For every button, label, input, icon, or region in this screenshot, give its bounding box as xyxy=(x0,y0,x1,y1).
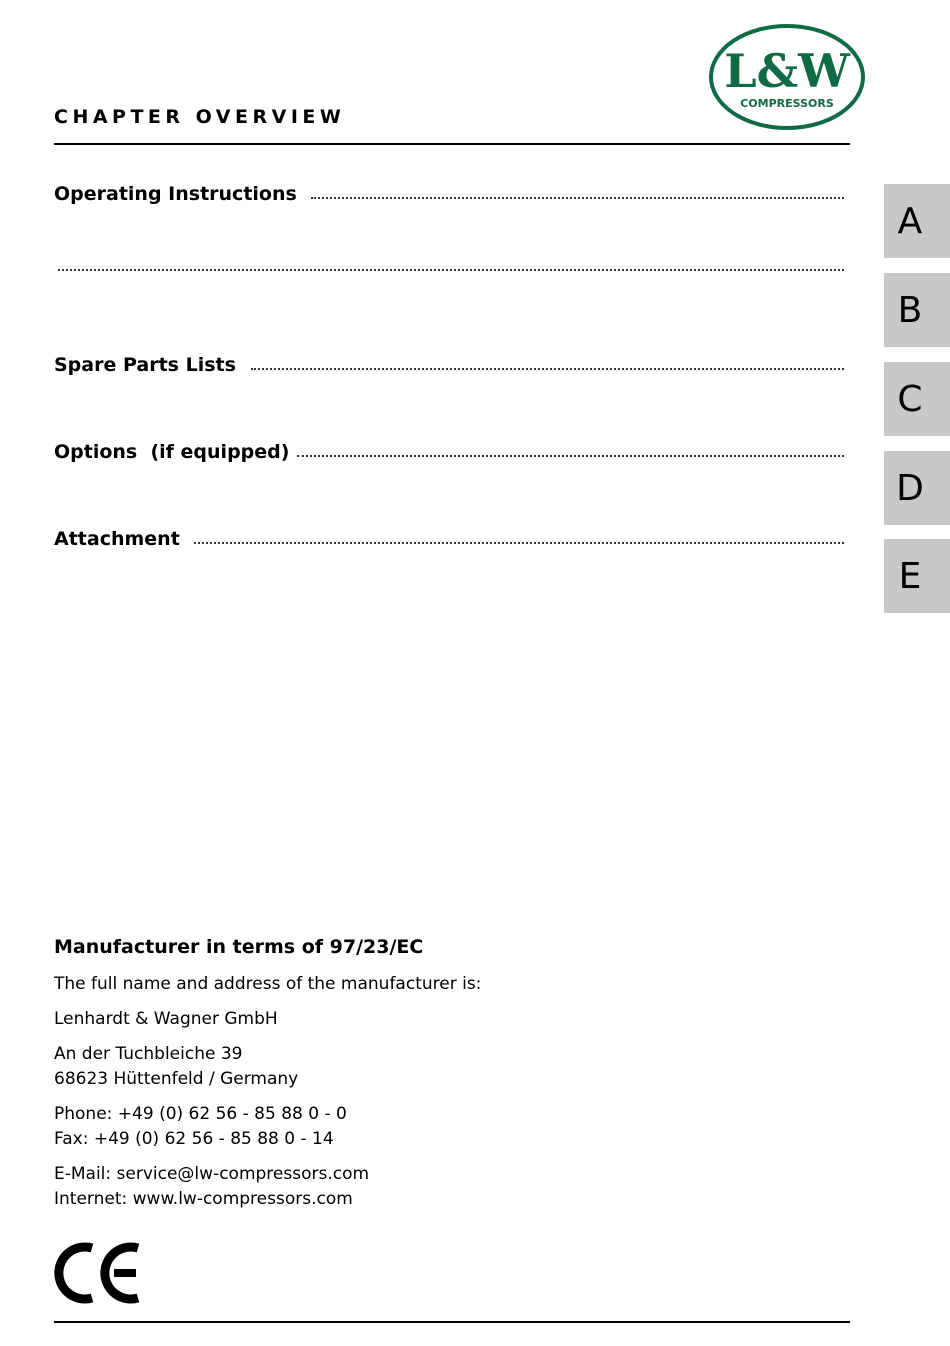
manufacturer-online xyxy=(54,1162,654,1212)
toc-label: Attachment xyxy=(54,528,187,550)
chapter-tab-a[interactable]: A xyxy=(884,184,950,258)
chapter-tab-b[interactable]: B xyxy=(884,273,950,347)
toc-label: Options (if equipped) xyxy=(54,441,290,463)
manufacturer-company: Lenhardt & Wagner GmbH xyxy=(54,1009,278,1029)
toc-leader xyxy=(58,269,844,271)
logo-brand: L&W xyxy=(724,44,850,98)
toc-blank-entry[interactable] xyxy=(54,269,844,277)
footer-divider xyxy=(54,1321,850,1323)
phone: Phone: +49 (0) 62 56 - 85 88 0 - 0 xyxy=(54,1104,347,1124)
toc-label: Spare Parts Lists xyxy=(54,354,243,376)
toc-leader xyxy=(194,542,844,544)
chapter-tab-d[interactable]: D xyxy=(884,451,950,525)
ce-mark-icon xyxy=(54,1240,142,1306)
manufacturer-section xyxy=(54,936,654,1222)
header-divider xyxy=(54,143,850,145)
manufacturer-contact xyxy=(54,1102,654,1152)
toc-label: Operating Instructions xyxy=(54,183,304,205)
toc-operating-instructions[interactable] xyxy=(54,183,844,205)
chapter-tab-e[interactable]: E xyxy=(884,539,950,613)
address-street: An der Tuchbleiche 39 xyxy=(54,1044,243,1064)
manufacturer-intro: The full name and address of the manufacturer is: xyxy=(54,974,482,994)
chapter-tab-c[interactable]: C xyxy=(884,362,950,436)
email-link[interactable]: E-Mail: service@lw-compressors.com xyxy=(54,1164,370,1184)
toc-spare-parts-lists[interactable] xyxy=(54,354,844,376)
manufacturer-heading: Manufacturer in terms of 97/23/EC xyxy=(54,936,424,958)
toc-leader xyxy=(311,197,844,199)
toc-leader xyxy=(251,368,844,370)
chapter-title: CHAPTER OVERVIEW xyxy=(54,106,346,128)
toc-options[interactable] xyxy=(54,441,844,463)
address-city: 68623 Hüttenfeld / Germany xyxy=(54,1069,299,1089)
lw-compressors-logo xyxy=(708,23,866,131)
fax: Fax: +49 (0) 62 56 - 85 88 0 - 14 xyxy=(54,1129,334,1149)
toc-attachment[interactable] xyxy=(54,528,844,550)
logo-sub: COMPRESSORS xyxy=(740,97,834,110)
website-link[interactable]: Internet: www.lw-compressors.com xyxy=(54,1189,353,1209)
manufacturer-address xyxy=(54,1042,654,1092)
toc-leader xyxy=(297,455,844,457)
